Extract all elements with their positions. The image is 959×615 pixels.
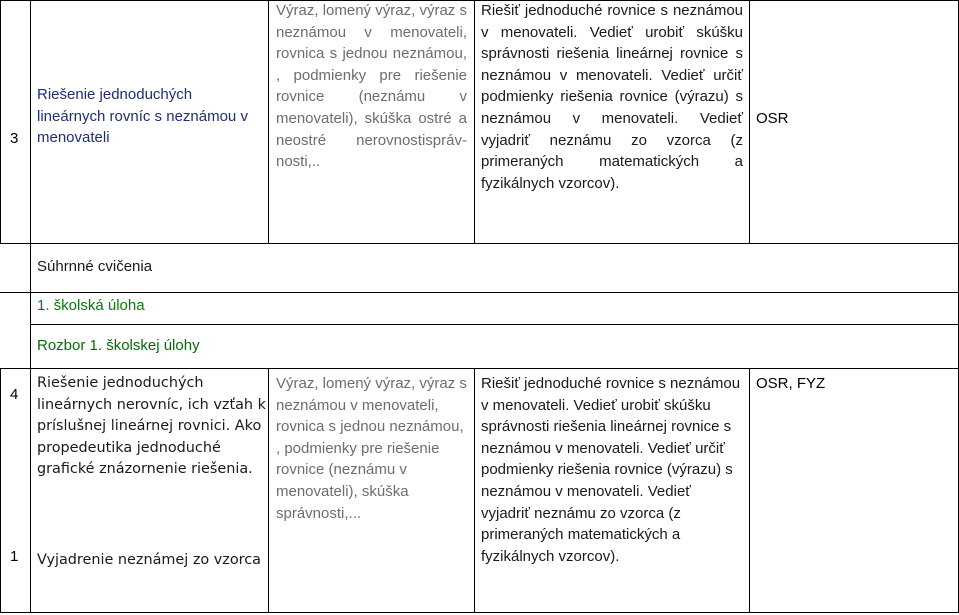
row3-number: 3: [10, 130, 19, 147]
col-divider-2-row3: [268, 0, 269, 243]
row3-topic: Riešenie jednoduchých lineárnych rovníc s neznámou v menovateli: [37, 86, 248, 147]
row4-concepts: Výraz, lomený výraz, výraz s neznámou v menovateli, rovnica s jednou neznámou, , podmienky pre riešenie rovnice (neznámu v menovateli), skúška správnosti,...: [276, 375, 467, 522]
col-divider-3-row4: [474, 368, 475, 613]
col-divider-3-row3: [474, 0, 475, 243]
col-divider-4-row3: [749, 0, 750, 243]
row3-bottom-border: [0, 243, 959, 244]
left-border-row4: [0, 368, 1, 613]
row4-topic: Riešenie jednoduchých lineárnych nerovníc, ich vzťah k príslušnej lineárnej rovnici. Ako propedeutika jednoduché grafické znázornenie riešenia.: [37, 375, 266, 478]
task-analysis-label: Rozbor 1. školskej úlohy: [37, 337, 200, 354]
school-task-label: 1. školská úloha: [37, 297, 145, 314]
analysis-row-bottom-border: [0, 368, 959, 369]
row4-sub-number: 1: [10, 548, 19, 565]
col-divider-1: [30, 0, 31, 613]
row3-cross-curricular: OSR: [756, 110, 789, 127]
summary-exercises-label: Súhrnné cvičenia: [37, 258, 153, 275]
table-bottom-border: [0, 612, 959, 613]
row4-topic-formula: Vyjadrenie neznámej zo vzorca: [37, 552, 261, 568]
row4-number: 4: [10, 386, 19, 403]
row3-outcomes: Riešiť jednoduché rovnice s neznámou v menovateli. Vedieť urobiť skúšku správnosti riešenia lineárnej rovnice s neznámou v menovateli. Vedieť určiť podmienky riešenia rovnice (výrazu) s neznámou v menovateli. Vedieť vyjadriť neznámu zo vzorca (z primeraných matematických a fyzikálnych vzorcov).: [481, 2, 743, 192]
col-divider-4-row4: [749, 368, 750, 613]
row3-concepts: Výraz, lomený výraz, výraz s neznámou v menovateli, rovnica s jednou neznámou, , podmienky pre riešenie rovnice (neznámu v menovateli), skúška ostré a neostré nerovnostisprávnosti,..: [276, 2, 467, 171]
summary-row-bottom-border: [0, 292, 959, 293]
left-border-row3: [0, 0, 1, 243]
row4-cross-curricular: OSR, FYZ: [756, 375, 826, 392]
task-row-bottom-border: [30, 324, 959, 325]
table-top-border: [0, 0, 959, 1]
row4-outcomes: Riešiť jednoduché rovnice s neznámou v menovateli. Vedieť urobiť skúšku správnosti riešenia lineárnej rovnice s neznámou v menovateli. Vedieť určiť podmienky riešenia rovnice (výrazu) s neznámou v menovateli. Vedieť vyjadriť neznámu zo vzorca (z primeraných matematických a fyzikálnych vzorcov).: [481, 375, 741, 565]
